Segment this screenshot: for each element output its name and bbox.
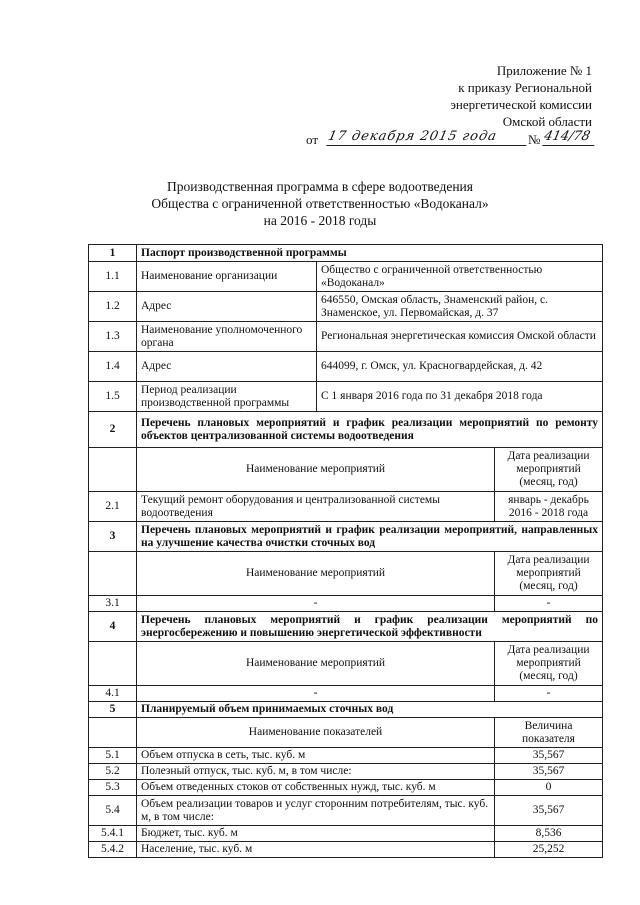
column-header-row — [89, 718, 603, 748]
row-label: Период реализации производственной программы — [137, 382, 317, 412]
row-number: 5.2 — [89, 764, 137, 780]
table-row — [89, 780, 603, 796]
handwritten-order-number: 414/78 — [542, 129, 598, 146]
row-value: 25,252 — [495, 842, 603, 858]
row-value: 644099, г. Омск, ул. Красногвардейская, д. 42 — [317, 352, 603, 382]
row-value: 8,536 — [495, 826, 603, 842]
order-number-sign: № — [528, 132, 541, 147]
row-value: Региональная энергетическая комиссия Омской области — [317, 322, 603, 352]
column-header-date: Дата реализации мероприятий (месяц, год) — [495, 448, 603, 492]
row-number: 5.4.2 — [89, 842, 137, 858]
row-value: 35,567 — [495, 748, 603, 764]
section-number: 2 — [89, 412, 137, 448]
section-3-header — [89, 522, 603, 552]
table-row — [89, 262, 603, 292]
row-value: 646550, Омская область, Знаменский район, с. Знаменское, ул. Первомайская, д. 37 — [317, 292, 603, 322]
row-value: С 1 января 2016 года по 31 декабря 2018 года — [317, 382, 603, 412]
row-date: - — [495, 596, 603, 612]
section-1-header — [89, 245, 603, 262]
row-name: Объем реализации товаров и услуг сторонним потребителям, тыс. куб. м, в том числе: — [137, 796, 495, 826]
column-header-name: Наименование мероприятий — [137, 448, 495, 492]
row-name: Объем отведенных стоков от собственных нужд, тыс. куб. м — [137, 780, 495, 796]
row-name: Население, тыс. куб. м — [137, 842, 495, 858]
table-row — [89, 352, 603, 382]
column-header-name: Наименование показателей — [137, 718, 495, 748]
column-header-date: Дата реализации мероприятий (месяц, год) — [495, 642, 603, 686]
row-number: 5.1 — [89, 748, 137, 764]
row-number: 2.1 — [89, 492, 137, 522]
row-number: 1.1 — [89, 262, 137, 292]
program-table — [88, 244, 603, 858]
table-row — [89, 748, 603, 764]
row-number: 3.1 — [89, 596, 137, 612]
table-row — [89, 382, 603, 412]
row-name: Полезный отпуск, тыс. куб. м, в том числе: — [137, 764, 495, 780]
row-number: 5.4 — [89, 796, 137, 826]
row-name: Бюджет, тыс. куб. м — [137, 826, 495, 842]
table-row — [89, 322, 603, 352]
row-value: 0 — [495, 780, 603, 796]
appendix-header — [392, 62, 592, 130]
row-number: 1.4 — [89, 352, 137, 382]
table-row — [89, 842, 603, 858]
table-row — [89, 826, 603, 842]
table-row — [89, 492, 603, 522]
row-number: 5.4.1 — [89, 826, 137, 842]
empty-cell — [89, 448, 137, 492]
section-heading: Перечень плановых мероприятий и график реализации мероприятий по энергосбережению и повышению энергетической эффективности — [137, 612, 603, 642]
appendix-line-4: Омской области — [502, 114, 592, 129]
column-header-name: Наименование мероприятий — [137, 642, 495, 686]
row-name: Объем отпуска в сеть, тыс. куб. м — [137, 748, 495, 764]
section-4-header — [89, 612, 603, 642]
column-header-value: Величина показателя — [495, 718, 603, 748]
row-number: 1.2 — [89, 292, 137, 322]
row-number: 1.3 — [89, 322, 137, 352]
section-5-header — [89, 702, 603, 718]
appendix-line-3: энергетической комиссии — [450, 97, 592, 112]
table-row — [89, 796, 603, 826]
row-value: 35,567 — [495, 796, 603, 826]
column-header-row — [89, 642, 603, 686]
table-row — [89, 686, 603, 702]
column-header-name: Наименование мероприятий — [137, 552, 495, 596]
table-row — [89, 292, 603, 322]
row-number: 4.1 — [89, 686, 137, 702]
row-value: Общество с ограниченной ответственностью «Водоканал» — [317, 262, 603, 292]
row-label: Адрес — [137, 352, 317, 382]
row-number: 5.3 — [89, 780, 137, 796]
order-prefix: от — [306, 132, 319, 147]
empty-cell — [89, 642, 137, 686]
section-number: 5 — [89, 702, 137, 718]
section-heading: Паспорт производственной программы — [137, 245, 603, 262]
row-name: - — [137, 596, 495, 612]
section-heading: Планируемый объем принимаемых сточных вод — [137, 702, 603, 718]
row-date: январь - декабрь 2016 - 2018 года — [495, 492, 603, 522]
appendix-line-2: к приказу Региональной — [458, 80, 592, 95]
order-date-line — [288, 129, 608, 149]
row-value: 35,567 — [495, 764, 603, 780]
handwritten-order-date: 17 декабря 2015 года — [326, 129, 530, 146]
row-label: Наименование уполномоченного органа — [137, 322, 317, 352]
row-label: Наименование организации — [137, 262, 317, 292]
title-line-2: Общества с ограниченной ответственностью «Водоканал» — [151, 196, 489, 211]
section-heading: Перечень плановых мероприятий и график реализации мероприятий по ремонту объектов централизованной системы водоотведения — [137, 412, 603, 448]
section-heading: Перечень плановых мероприятий и график реализации мероприятий, направленных на улучшение качества очистки сточных вод — [137, 522, 603, 552]
row-date: - — [495, 686, 603, 702]
row-number: 1.5 — [89, 382, 137, 412]
section-number: 4 — [89, 612, 137, 642]
row-name: Текущий ремонт оборудования и централизованной системы водоотведения — [137, 492, 495, 522]
section-number: 1 — [89, 245, 137, 262]
empty-cell — [89, 718, 137, 748]
empty-cell — [89, 552, 137, 596]
column-header-date: Дата реализации мероприятий (месяц, год) — [495, 552, 603, 596]
table-row — [89, 596, 603, 612]
section-2-header — [89, 412, 603, 448]
appendix-line-1: Приложение № 1 — [496, 63, 592, 78]
row-label: Адрес — [137, 292, 317, 322]
title-line-1: Производственная программа в сфере водоотведения — [166, 179, 473, 194]
column-header-row — [89, 552, 603, 596]
document-title — [60, 178, 580, 229]
column-header-row — [89, 448, 603, 492]
section-number: 3 — [89, 522, 137, 552]
title-line-3: на 2016 - 2018 годы — [263, 213, 377, 228]
row-name: - — [137, 686, 495, 702]
table-row — [89, 764, 603, 780]
